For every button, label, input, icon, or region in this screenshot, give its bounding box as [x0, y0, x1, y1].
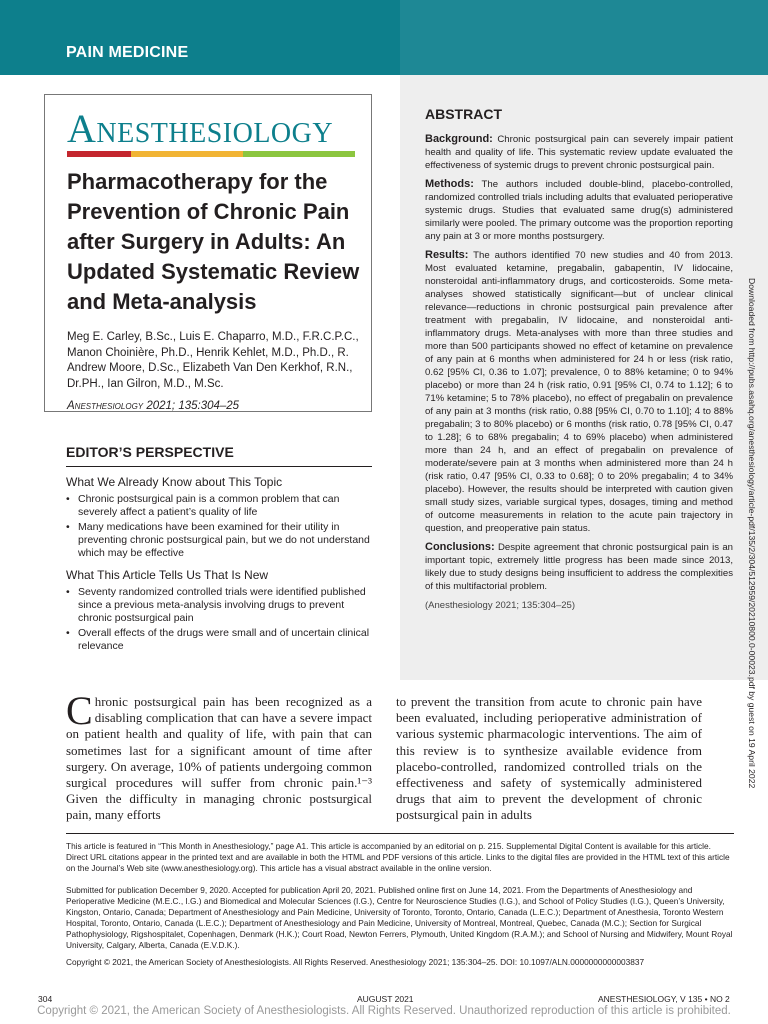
- abstract-results-para: [425, 249, 733, 535]
- author-list: Meg E. Carley, B.Sc., Luis E. Chaparro, M.D., F.R.C.P.C., Manon Choinière, Ph.D., Henrik Kehlet, M.D., Ph.D., R. Andrew Moore, D.Sc., Elizabeth Van Den Kerkhof, R.N., Dr.PH., Ian Gilron, M.D., M.Sc.: [67, 331, 359, 390]
- results-label: Results:: [425, 249, 469, 261]
- list-item: • Chronic postsurgical pain is a common problem that can severely affect a patient’s quality of life: [66, 493, 372, 519]
- journal-logo: Anesthesiology: [67, 106, 334, 151]
- list-item: • Overall effects of the drugs were small and of uncertain clinical relevance: [66, 627, 372, 653]
- conclusions-text: Despite agreement that chronic postsurgical pain is an important topic, extremely little progress has been made since 2013, likely due to study designs being insufficient to address the complexities of this multifactorial problem.: [425, 542, 733, 592]
- copyright-band: Copyright © 2021, the American Society of Anesthesiologists. All Rights Reserved. Unauthorized reproduction of this article is prohibited.: [37, 1005, 731, 1017]
- logo-color-stripe: [67, 151, 355, 157]
- copyright-note: Copyright © 2021, the American Society of Anesthesiologists. All Rights Reserved. Anesthesiology 2021; 135:304–25. DOI: 10.1097/ALN.0000000000003837: [66, 957, 645, 967]
- featured-note: This article is featured in “This Month in Anesthesiology,” page A1. This article is accompanied by an editorial on p. 215. Supplemental Digital Content is available for this article. Direct URL citations appear in the printed text and are available in both the HTML and PDF versions of this article. Links to the digital files are provided in the HTML text of this article on the Journal’s Web site (www.anesthesiology.org). This article has a visual abstract available in the online version.: [66, 841, 730, 873]
- title-box: [44, 94, 372, 412]
- footnote-divider: [66, 833, 734, 834]
- abstract-heading: ABSTRACT: [425, 106, 502, 122]
- body-text-1: hronic postsurgical pain has been recognized as a disabling complication that can have a severe impact on patient health and quality of life, with pain that can sometimes last for a significant amount of time after surgery. On average, 10% of patients undergoing common surgical procedures will suffer from chronic pain.¹⁻³ Given the difficulty in managing chronic postsurgical pain, many efforts: [66, 694, 372, 823]
- body-text-2: to prevent the transition from acute to chronic pain have been evaluated, including perioperative administration of various systemic pharmacologic interventions. The aim of this review is to synthesize available evidence from placebo-controlled, randomized controlled trials on the effectiveness and safety of systemically administered drugs that aim to prevent the development of chronic postsurgical pain in adults: [396, 694, 702, 823]
- editors-perspective-heading: EDITOR’S PERSPECTIVE: [66, 444, 234, 460]
- background-text: Chronic postsurgical pain can severely impair patient health and quality of life. This systematic review update evaluated the effectiveness of systemic drugs to prevent chronic postsurgical pain.: [425, 134, 734, 171]
- header-tint: [400, 0, 768, 75]
- methods-text: The authors included double-blind, placebo-controlled, randomized controlled trials including adults that evaluated perioperative systemic drugs. Studies that evaluated same drug(s) administered similarly were pooled. The primary outcome was the proportion reporting any pain at 3 or more months postsurgery.: [425, 179, 734, 242]
- conclusions-label: Conclusions:: [425, 541, 495, 553]
- divider: [66, 466, 372, 467]
- section-label: PAIN MEDICINE: [66, 44, 189, 61]
- download-note: [747, 278, 757, 789]
- issue-date: AUGUST 2021: [357, 994, 414, 1004]
- article-title: Pharmacotherapy for the Prevention of Chronic Pain after Surgery in Adults: An Updated Systematic Review and Meta-analysis: [67, 169, 360, 314]
- page-number: 304: [38, 994, 53, 1004]
- background-label: Background:: [425, 133, 493, 145]
- editors-perspective: [66, 444, 372, 655]
- stripe-yellow: [131, 151, 243, 157]
- body-column-2: [396, 694, 702, 824]
- abstract-background-para: [425, 133, 733, 172]
- abstract-methods-para: [425, 178, 733, 243]
- body-column-1: [66, 688, 372, 824]
- article-citation: [67, 400, 239, 412]
- list-item: • Many medications have been examined for their utility in preventing chronic postsurgical pain, but we do not understand which may be effective: [66, 521, 372, 560]
- download-note-text: Downloaded from http://pubs.asahq.org/anesthesiology/article-pdf/135/2/304/512959/20210800.0-00023.pdf by guest on 19 April 2022: [747, 278, 757, 789]
- results-text: The authors identified 70 new studies and 40 from 2013. Most evaluated ketamine, pregabalin, gabapentin, IV lidocaine, nonsteroidal anti-inflammatory drugs, and corticosteroids. Some meta-analyses showed statistically significant—but of unclear clinical relevance—reductions in chronic postsurgical pain prevalence after treatment with pregabalin, IV lidocaine, and nonsteroidal anti-inflammatory drugs. Meta-analyses with more than three studies and more than 500 participants showed no effect of ketamine on prevalence of any pain at 6 months when administered for 24 h or less (risk ratio, 0.62 [95% CI, 0.36 to 1.07]; prevalence, 0 to 88% ketamine; 0 to 94% placebo) or more than 24 h (risk ratio, 0.91 [95% CI, 0.74 to 1.12]; 6 to 71% ketamine; 5 to 78% placebo), no effect of pregabalin on prevalence of any pain at 3 months (risk ratio, 0.88 [95% CI, 0.70 to 1.10]; 4 to 88% pregabalin; 3 to 80% placebo) or 6 months (risk ratio, 0.78 [95% CI, 0.47 to 1.28]; 6 to 68% pregabalin; 4 to 69% placebo) when administered more than 24 h, and an effect of pregabalin on prevalence of moderate/severe pain at 3 months when administered more than 24 h (risk ratio, 0.47 [95% CI, 0.33 to 0.68]; 0 to 20% pregabalin; 4 to 34% placebo). However, the results should be interpreted with caution given small study sizes, variable surgical types, dosages, timing and method of outcome measurements in relation to the acute pain trajectory in question, and preoperative pain status.: [425, 250, 733, 534]
- list-item: • Seventy randomized controlled trials were identified published since a previous meta-analysis involving drugs to prevent chronic postsurgical pain: [66, 586, 372, 625]
- citation-volume: 2021; 135:304–25: [146, 400, 240, 412]
- new-list: [66, 586, 372, 653]
- new-heading: What This Article Tells Us That Is New: [66, 568, 269, 582]
- known-heading: What We Already Know about This Topic: [66, 475, 283, 489]
- citation-journal: Anesthesiology: [67, 400, 144, 412]
- known-list: [66, 493, 372, 560]
- section-header-bar: [0, 0, 768, 75]
- journal-volume: ANESTHESIOLOGY, V 135 • NO 2: [598, 994, 730, 1004]
- submission-note: Submitted for publication December 9, 2020. Accepted for publication April 20, 2021. Published online first on June 14, 2021. From the Departments of Anesthesiology and Perioperative Medicine (M.E.C., I.G.) and Biomedical and Molecular Sciences (I.G.), Centre for Neuroscience Studies (I.G.), and School of Policy Studies (I.G.), Queen’s University, Kingston, Ontario, Canada; Department of Anesthesiology and Pain Medicine, University of Toronto, Toronto, Ontario, Canada (L.E.C.); Department of Anesthesia, Toronto Western Hospital, Toronto, Ontario, Canada (L.E.C.); Department of Anesthesiology and Pain Medicine, University of Montreal, Montreal, Quebec, Canada (M.C.); Section for Surgical Pathophysiology, Rigshospitalet, Copenhagen, Denmark (H.K.); Court Road, Newton Ferrers, Plymouth, United Kingdom (R.A.M.); and School of Nursing and Midwifery, Mount Royal University, Calgary, Alberta, Canada (E.V.D.K.).: [66, 885, 733, 950]
- drop-cap: C: [66, 688, 93, 733]
- abstract-citation: (Anesthesiology 2021; 135:304–25): [425, 600, 576, 611]
- abstract: [425, 108, 733, 612]
- stripe-red: [67, 151, 131, 157]
- abstract-conclusions-para: [425, 541, 733, 593]
- methods-label: Methods:: [425, 178, 474, 190]
- stripe-green: [243, 151, 355, 157]
